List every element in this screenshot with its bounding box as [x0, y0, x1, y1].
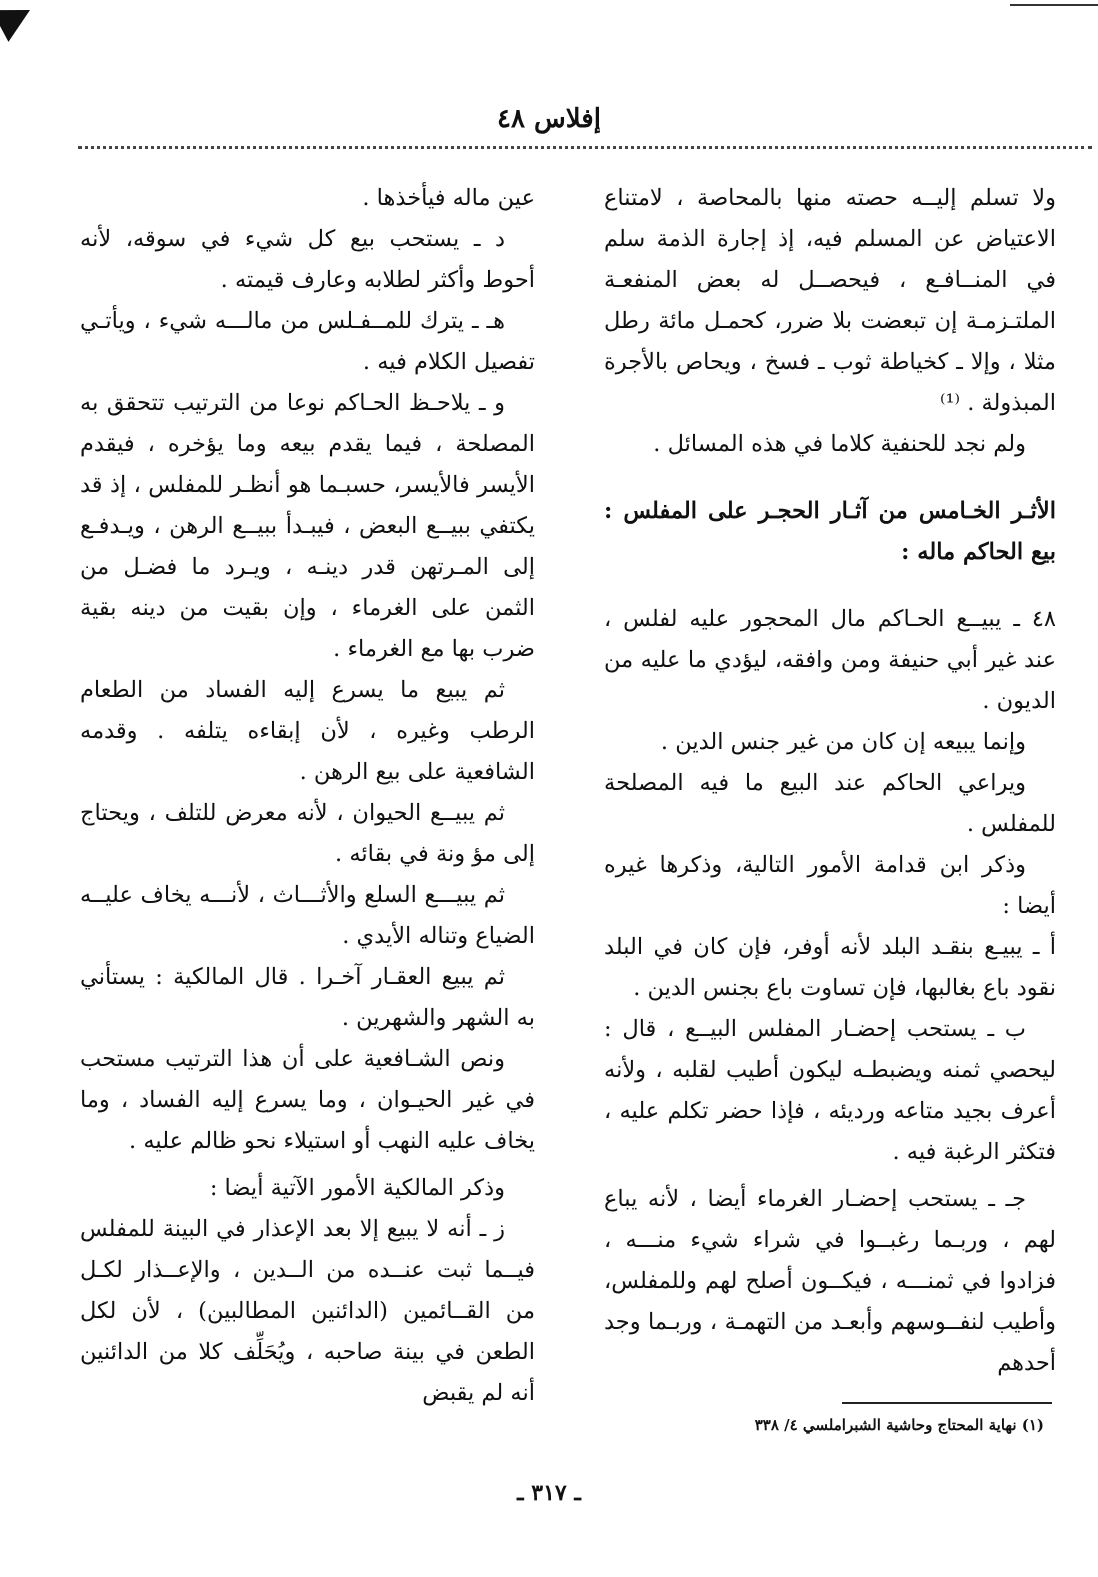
- paragraph: وذكر ابن قدامة الأمور التالية، وذكرها غيره أيضا :: [604, 852, 1056, 919]
- paragraph: ز ـ أنه لا يبيع إلا بعد الإعذار في البينة للمفلس فيــما ثبت عنــده من الــدين ، والإعــذار لكـل من القــائمين (الدائنين المطالبين) ، لأن لكل الطعن في بينة صاحبه ، ويُحَلِّف كلا من الدائنين أنه لم يقبض: [80, 1216, 535, 1406]
- paragraph: ثم يبيــع الحيوان ، لأنه معرض للتلف ، ويحتاج إلى مؤ ونة في بقائه .: [80, 800, 535, 867]
- footnote: (١) نهاية المحتاج وحاشية الشبراملسي ٤/ ٣٣٨: [754, 1416, 1044, 1434]
- right-text-column: [604, 178, 1056, 1384]
- paragraph: ب ـ يستحب إحضـار المفلس البيــع ، قال : ليحصي ثمنه ويضبطـه ليكون أطيب لقلبه ، ولأنه أعرف بجيد متاعه ورديئه ، فإذا حضر تكلم عليه ، فتكثر الرغبة فيه .: [604, 1016, 1056, 1165]
- paragraph: و ـ يلاحـظ الحـاكم نوعا من الترتيب تتحقق به المصلحة ، فيما يقدم بيعه وما يؤخره ، فيقدم الأيسر فالأيسر، حسبـما هو أنظـر للمفلس ، إذ قد يكتفي ببيــع البعض ، فيبـدأ ببيــع الرهن ، ويـدفـع إلى المـرتهن قدر دينـه ، ويـرد ما فضـل من الثمن على الغرماء ، وإن بقيت من دينه بقية ضرب بها مع الغرماء .: [80, 390, 535, 662]
- paragraph: ثم يبيع العقـار آخـرا . قال المالكية : يستأني به الشهر والشهرين .: [80, 964, 535, 1031]
- paragraph: وذكر المالكية الأمور الآتية أيضا :: [209, 1175, 505, 1201]
- paragraph: ولم نجد للحنفية كلاما في هذه المسائل .: [653, 431, 1026, 457]
- page-header-title: إفلاس ٤٨: [497, 104, 601, 134]
- paragraph: ثم يبيـــع السلع والأثـــاث ، لأنـــه يخاف عليــه الضياع وتناله الأيدي .: [80, 882, 535, 949]
- paragraph: د ـ يستحب بيع كل شيء في سوقه، لأنه أحوط وأكثر لطلابه وعارف قيمته .: [80, 226, 535, 293]
- paragraph: ٤٨ ـ يبيــع الحـاكم مال المحجور عليه لفلس ، عند غير أبي حنيفة ومن وافقه، ليؤدي ما عليه من الديون .: [604, 606, 1056, 714]
- section-heading: الأثـر الخـامس من آثـار الحجـر على المفلس : بيع الحاكم ماله :: [604, 498, 1056, 565]
- page-number: ـ ٣١٧ ـ: [517, 1480, 581, 1506]
- paragraph: ولا تسلم إليــه حصته منها بالمحاصة ، لامتناع الاعتياض عن المسلم فيه، إذ إجارة الذمة سلم في المنــافـع ، فيحصــل له بعض المنفعـة الملتـزمـة إن تبعضت بلا ضرر، كحمـل مائة رطل مثلا ، وإلا ـ كخياطة ثوب ـ فسخ ، ويحاص بالأجرة المبذولة . ⁽¹⁾: [604, 185, 1056, 416]
- left-text-column: [80, 178, 535, 1414]
- paragraph: جـ ـ يستحب إحضـار الغرماء أيضا ، لأنه يباع لهم ، وربـما رغبــوا في شراء شيء منـــه ، فزادوا في ثمنـــه ، فيكــون أصلح لهم وللمفلس، وأطيب لنفــوسهم وأبعـد من التهمـة ، وربـما وجد أحدهم: [604, 1186, 1056, 1376]
- paragraph: أ ـ يبيـع بنقـد البلد لأنه أوفر، فإن كان في البلد نقود باع بغالبها، فإن تساوت باع بجنس الدين .: [604, 934, 1056, 1001]
- header-dotted-rule: [78, 146, 1092, 149]
- paragraph: وإنما يبيعه إن كان من غير جنس الدين .: [660, 729, 1026, 755]
- paragraph: ويراعي الحاكم عند البيع ما فيه المصلحة للمفلس .: [604, 770, 1056, 837]
- paragraph: عين ماله فيأخذها .: [362, 185, 535, 211]
- paragraph: ثم يبيع ما يسرع إليه الفساد من الطعام الرطب وغيره ، لأن إبقاءه يتلفه . وقدمه الشافعية على بيع الرهن .: [80, 677, 535, 785]
- top-edge-rule: [1010, 4, 1098, 6]
- footnote-rule: [842, 1402, 1052, 1404]
- paragraph: ونص الشـافعية على أن هذا الترتيب مستحب في غير الحيـوان ، وما يسرع إليه الفساد ، وما يخاف عليه النهب أو استيلاء نحو ظالم عليه .: [80, 1046, 535, 1154]
- paragraph: هـ ـ يترك للمــفـلس من مالـــه شيء ، ويأتـي تفصيل الكلام فيه .: [80, 308, 535, 375]
- corner-scan-mark: [0, 0, 38, 42]
